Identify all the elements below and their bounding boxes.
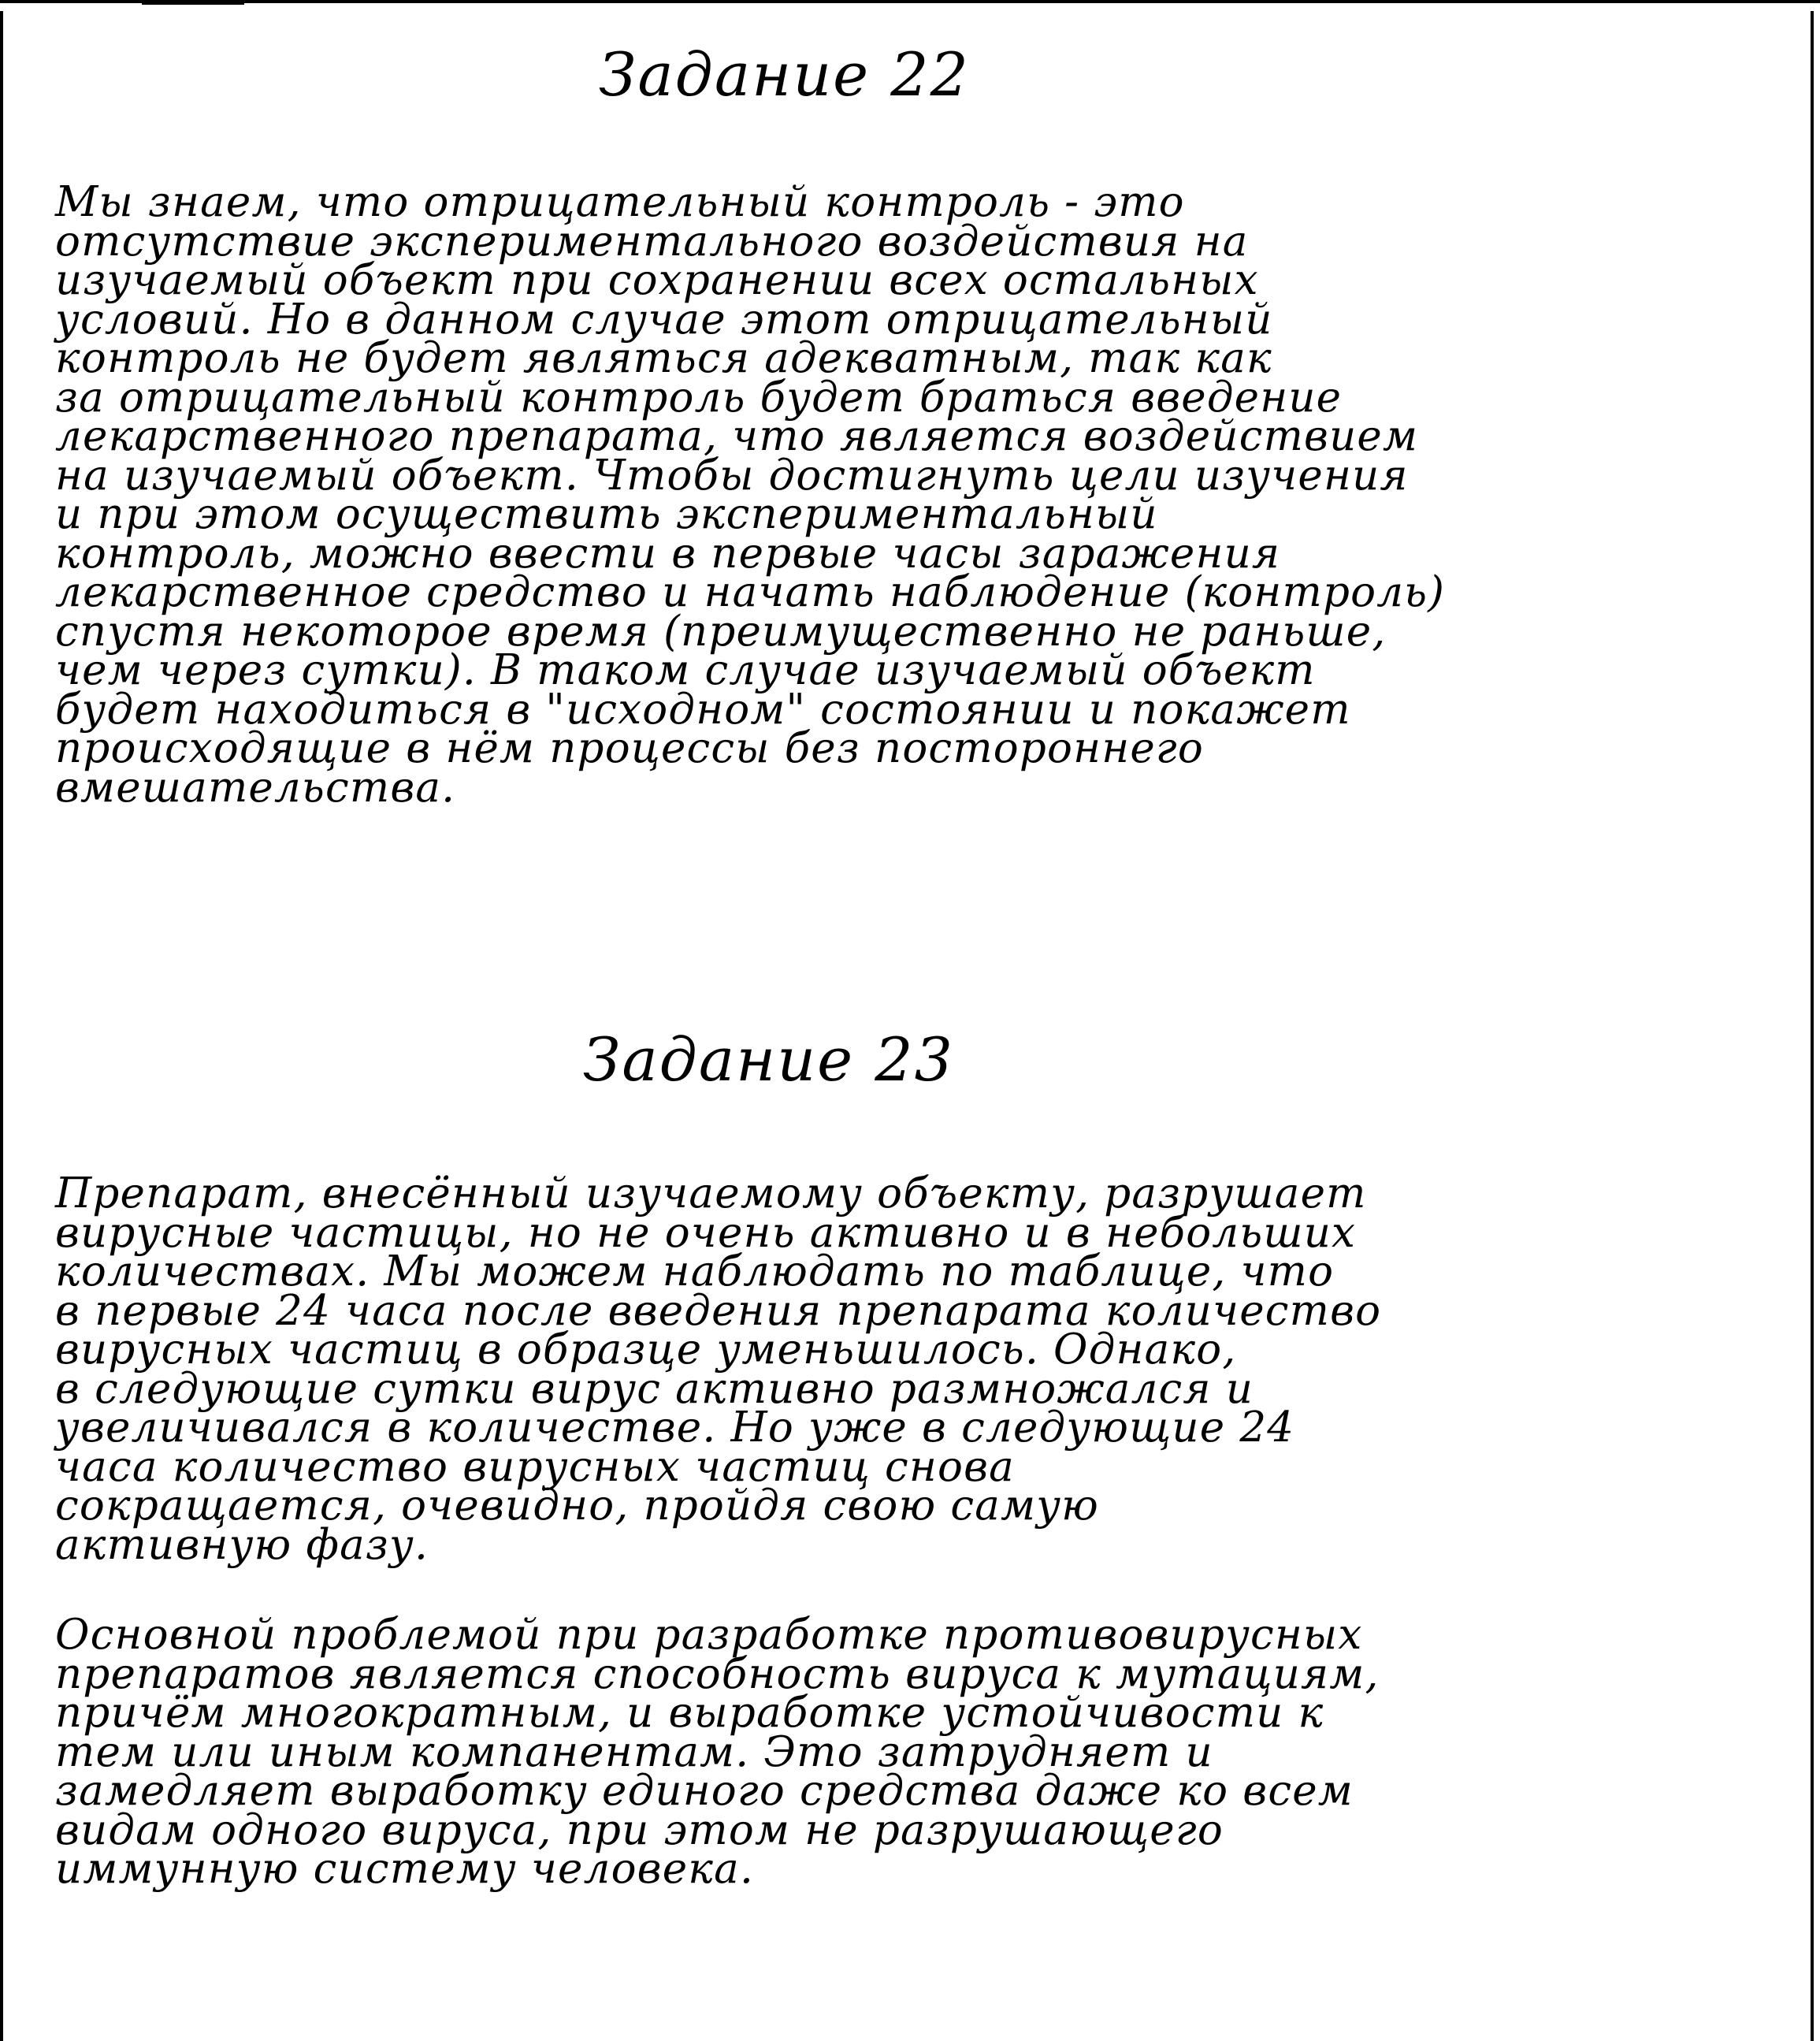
task-22-line: отсутствие экспериментального воздействия на	[55, 217, 1249, 266]
task-23-line: в первые 24 часа после введения препарата количество	[55, 1286, 1382, 1335]
task-23-line: в следующие сутки вирус активно размножался и	[55, 1364, 1254, 1413]
task-22-line: условий. Но в данном случае этот отрицательный	[55, 295, 1273, 344]
task-23-line: иммунную систему человека.	[55, 1845, 754, 1893]
task-23-line: вирусные частицы, но не очень активно и в небольших	[55, 1208, 1357, 1257]
task-22-line: изучаемый объект при сохранении всех остальных	[55, 256, 1259, 304]
task-23-line: увеличивался в количестве. Но уже в следующие 24	[55, 1403, 1295, 1452]
task-22-line: лекарственного препарата, что является воздействием	[55, 412, 1419, 460]
task-23-line: Основной проблемой при разработке противовирусных	[55, 1611, 1363, 1659]
task-23-title: Задание 23	[583, 1024, 954, 1095]
task-23-line: сокращается, очевидно, пройдя свою самую	[55, 1481, 1100, 1530]
task-22-line: за отрицательный контроль будет браться введение	[55, 373, 1343, 422]
task-22-line: лекарственное средство и начать наблюдение (контроль)	[55, 568, 1446, 616]
task-23-line: замедляет выработку единого средства даже ко всем	[55, 1767, 1354, 1815]
task-23-line: видам одного вируса, при этом не разрушающего	[55, 1805, 1224, 1854]
task-22-line: происходящие в нём процессы без постороннего	[55, 724, 1204, 772]
task-23-paragraph-2	[55, 1611, 1773, 1893]
task-22-title: Задание 22	[599, 39, 970, 110]
task-22-answer	[55, 178, 1773, 812]
task-22-line: будет находиться в "исходном" состоянии и покажет	[55, 685, 1351, 734]
task-23-paragraph-1	[55, 1169, 1773, 1569]
task-22-line: чем через сутки). В таком случае изучаемый объект	[55, 646, 1316, 694]
task-23-line: количествах. Мы можем наблюдать по таблице, что	[55, 1247, 1335, 1296]
task-22-line: на изучаемый объект. Чтобы достигнуть цели изучения	[55, 451, 1409, 500]
task-23-line: препаратов является способность вируса к мутациям,	[55, 1649, 1380, 1698]
task-22-line: вмешательства.	[55, 763, 456, 812]
task-23-line: вирусных частиц в образце уменьшилось. Однако,	[55, 1325, 1237, 1374]
task-22-line: спустя некоторое время (преимущественно не раньше,	[55, 607, 1387, 656]
task-22-line: контроль не будет являться адекватным, так как	[55, 334, 1272, 382]
task-23-line: активную фазу.	[55, 1520, 429, 1569]
task-22-line: контроль, можно ввести в первые часы заражения	[55, 529, 1281, 578]
task-23-line: причём многократным, и выработке устойчивости к	[55, 1689, 1324, 1737]
task-23-line: Препарат, внесённый изучаемому объекту, разрушает	[55, 1169, 1367, 1218]
task-22-line: Мы знаем, что отрицательный контроль - это	[55, 178, 1185, 226]
task-23-line: тем или иным компанентам. Это затрудняет и	[55, 1727, 1213, 1776]
task-23-line: часа количество вирусных частиц снова	[55, 1442, 1015, 1491]
top-border-mark	[142, 0, 244, 5]
task-22-line: и при этом осуществить экспериментальный	[55, 490, 1158, 538]
top-border-line	[0, 0, 1820, 3]
